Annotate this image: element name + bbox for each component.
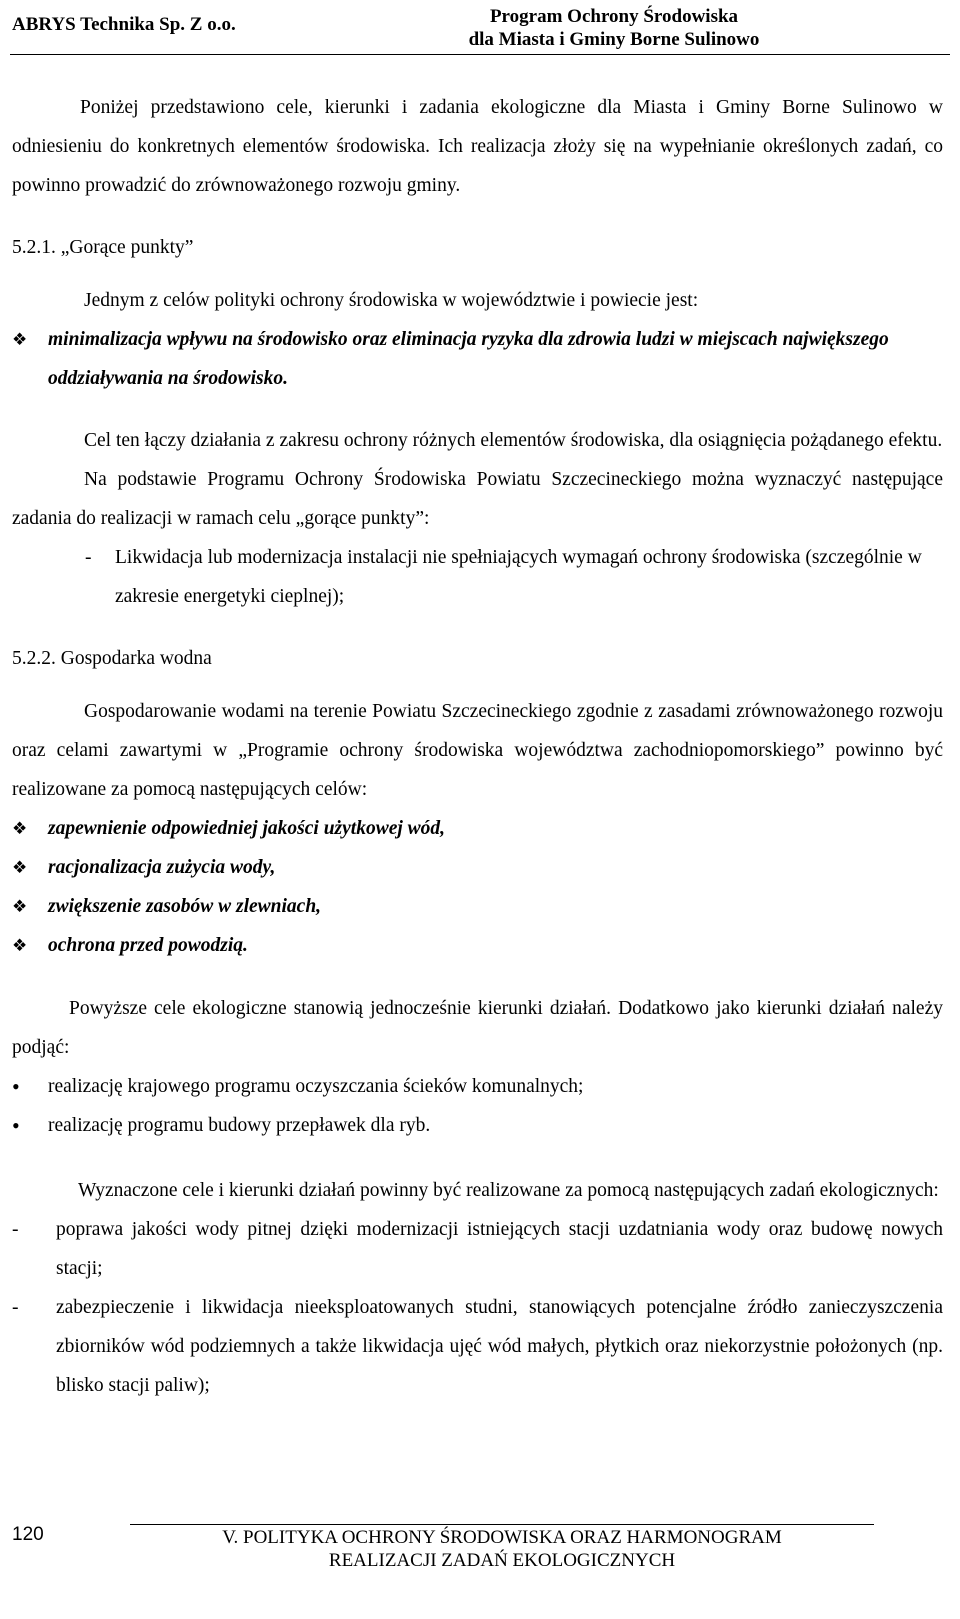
list-item [12, 1288, 943, 1405]
bullet-dot-icon: • [12, 1074, 20, 1099]
footer-line-1: V. POLITYKA OCHRONY ŚRODOWISKA ORAZ HARMONOGRAM [222, 1527, 782, 1548]
water-directions-list [12, 1067, 943, 1145]
footer-divider [130, 1524, 874, 1525]
water-goal: zapewnienie odpowiedniej jakości użytkowej wód, [48, 818, 446, 839]
water-tasks-list [12, 1210, 943, 1405]
footer-chapter-title [130, 1526, 874, 1572]
water-goal: zwiększenie zasobów w zlewniach, [48, 896, 322, 917]
diamond-bullet-icon: ❖ [12, 936, 28, 955]
water-paragraph-2: Powyższe cele ekologiczne stanowią jednocześnie kierunki działań. Dodatkowo jako kierunki działań należy podjąć: [12, 998, 943, 1058]
intro-paragraph: Poniżej przedstawiono cele, kierunki i zadania ekologiczne dla Miasta i Gminy Borne Sulinowo w odniesieniu do konkretnych elementów środowiska. Ich realizacja złoży się na wypełnianie określonych zadań, co powinno prowadzić do zrównoważonego rozwoju gminy. [12, 97, 943, 196]
hot-spots-goal: minimalizacja wpływu na środowisko oraz eliminacja ryzyka dla zdrowia ludzi w miejscach największego oddziaływania na środowisko. [48, 329, 889, 389]
list-item [12, 320, 943, 398]
bullet-dot-icon: • [12, 1113, 20, 1138]
header-program-line1: Program Ochrony Środowiska [489, 6, 739, 27]
dash-bullet: - [12, 1297, 19, 1318]
diamond-bullet-icon: ❖ [12, 897, 28, 916]
dash-bullet: - [12, 1219, 19, 1240]
document-body [12, 88, 943, 1405]
list-item [12, 809, 943, 848]
water-task: zabezpieczenie i likwidacja nieeksploatowanych studni, stanowiących potencjalne źródło zanieczyszczenia zbiorników wód podziemnych a także likwidacja ujęć wód małych, płytkich oraz niekorzystnie położonych (np. blisko stacji paliw); [56, 1297, 943, 1396]
water-direction: realizację programu budowy przepławek dla ryb. [48, 1115, 431, 1136]
list-item [12, 1106, 943, 1145]
water-paragraph-1: Gospodarowanie wodami na terenie Powiatu Szczecineckiego zgodnie z zasadami zrównoważonego rozwoju oraz celami zawartymi w „Programie ochrony środowiska województwa zachodniopomorskiego” powinno być realizowane za pomocą następujących celów: [12, 701, 943, 800]
diamond-bullet-icon: ❖ [12, 819, 28, 838]
header-program-title [454, 5, 774, 51]
list-item [12, 887, 943, 926]
section-heading-hot-spots: 5.2.1. „Gorące punkty” [12, 237, 194, 258]
water-goal: racjonalizacja zużycia wody, [48, 857, 276, 878]
header-divider [10, 54, 950, 55]
water-goals-list [12, 809, 943, 965]
list-item [12, 848, 943, 887]
water-direction: realizację krajowego programu oczyszczania ścieków komunalnych; [48, 1076, 584, 1097]
diamond-bullet-icon: ❖ [12, 858, 28, 877]
hot-spots-paragraph-2: Na podstawie Programu Ochrony Środowiska Powiatu Szczecineckiego można wyznaczyć następujące zadania do realizacji w ramach celu „gorące punkty”: [12, 469, 943, 529]
hot-spots-lead: Jednym z celów polityki ochrony środowiska w województwie i powiecie jest: [84, 290, 699, 311]
header-program-line2: dla Miasta i Gminy Borne Sulinowo [468, 29, 760, 50]
list-item [12, 926, 943, 965]
diamond-bullet-icon: ❖ [12, 330, 28, 349]
hot-spots-paragraph-1: Cel ten łączy działania z zakresu ochrony różnych elementów środowiska, dla osiągnięcia pożądanego efektu. [84, 430, 943, 451]
dash-bullet: - [85, 547, 92, 568]
water-goal: ochrona przed powodzią. [48, 935, 248, 956]
list-item [12, 1067, 943, 1106]
hot-spots-task: Likwidacja lub modernizacja instalacji nie spełniających wymagań ochrony środowiska (szczególnie w zakresie energetyki cieplnej); [115, 547, 922, 607]
section-heading-water-management: 5.2.2. Gospodarka wodna [12, 648, 212, 669]
hot-spots-task-list [85, 538, 927, 616]
list-item [85, 538, 927, 616]
header-company: ABRYS Technika Sp. Z o.o. [12, 14, 236, 35]
list-item [12, 1210, 943, 1288]
water-paragraph-3: Wyznaczone cele i kierunki działań powinny być realizowane za pomocą następujących zadań ekologicznych: [78, 1180, 939, 1201]
page-number: 120 [12, 1524, 44, 1545]
footer-line-2: REALIZACJI ZADAŃ EKOLOGICZNYCH [328, 1550, 676, 1571]
water-task: poprawa jakości wody pitnej dzięki modernizacji istniejących stacji uzdatniania wody oraz budowę nowych stacji; [56, 1219, 943, 1279]
hot-spots-goal-list [12, 320, 943, 398]
